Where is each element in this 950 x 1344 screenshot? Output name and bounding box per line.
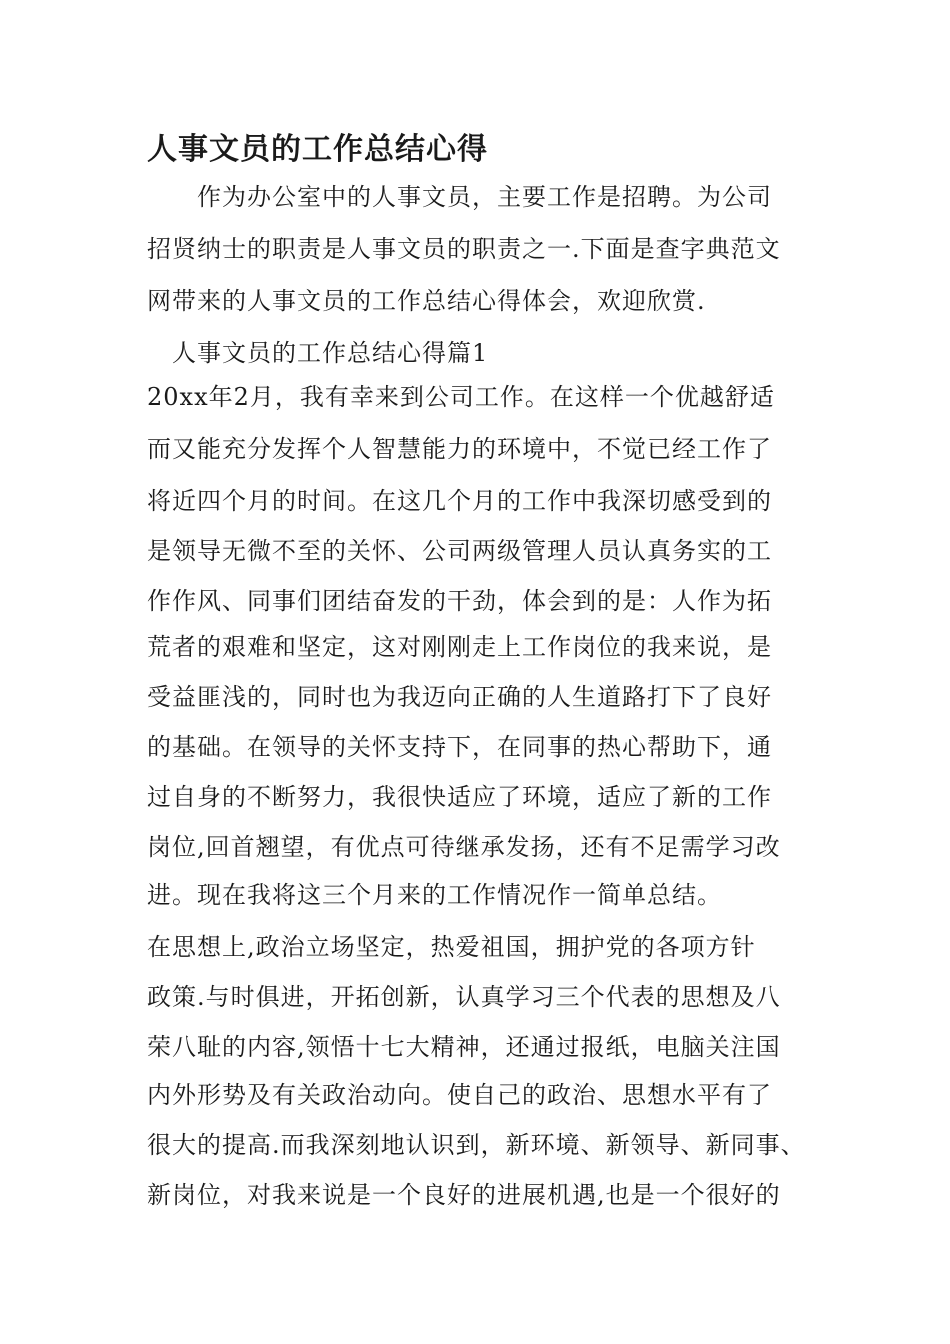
text-line: 作为办公室中的人事文员，主要工作是招聘。为公司 [147,183,772,211]
text-line: 新岗位，对我来说是一个良好的进展机遇,也是一个很好的 [147,1181,781,1209]
text-line: 受益匪浅的，同时也为我迈向正确的人生道路打下了良好 [147,683,772,711]
text-line: 将近四个月的时间。在这几个月的工作中我深切感受到的 [147,487,772,515]
text-line: 岗位,回首翘望，有优点可待继承发扬，还有不足需学习改 [147,833,781,861]
text-line: 的基础。在领导的关怀支持下，在同事的热心帮助下，通 [147,733,772,761]
text-line: 招贤纳士的职责是人事文员的职责之一.下面是查字典范文 [147,235,781,263]
text-line: 20xx年2月，我有幸来到公司工作。在这样一个优越舒适 [147,383,775,411]
text-line: 政策.与时俱进，开拓创新，认真学习三个代表的思想及八 [147,983,781,1011]
text-line: 荒者的艰难和坚定，这对刚刚走上工作岗位的我来说，是 [147,633,772,661]
text-line: 进。现在我将这三个月来的工作情况作一简单总结。 [147,881,722,909]
text-line: 在思想上,政治立场坚定，热爱祖国，拥护党的各项方针 [147,933,756,961]
section-heading: 人事文员的工作总结心得篇1 [147,339,489,367]
document-title: 人事文员的工作总结心得 [147,132,488,167]
text-line: 而又能充分发挥个人智慧能力的环境中，不觉已经工作了 [147,435,772,463]
text-line: 作作风、同事们团结奋发的干劲，体会到的是：人作为拓 [147,587,772,615]
text-line: 过自身的不断努力，我很快适应了环境，适应了新的工作 [147,783,772,811]
text-line: 很大的提高.而我深刻地认识到，新环境、新领导、新同事、 [147,1131,806,1159]
text-line: 荣八耻的内容,领悟十七大精神，还通过报纸，电脑关注国 [147,1033,781,1061]
text-line: 是领导无微不至的关怀、公司两级管理人员认真务实的工 [147,537,772,565]
text-line: 网带来的人事文员的工作总结心得体会，欢迎欣赏. [147,287,706,315]
text-line: 内外形势及有关政治动向。使自己的政治、思想水平有了 [147,1081,772,1109]
